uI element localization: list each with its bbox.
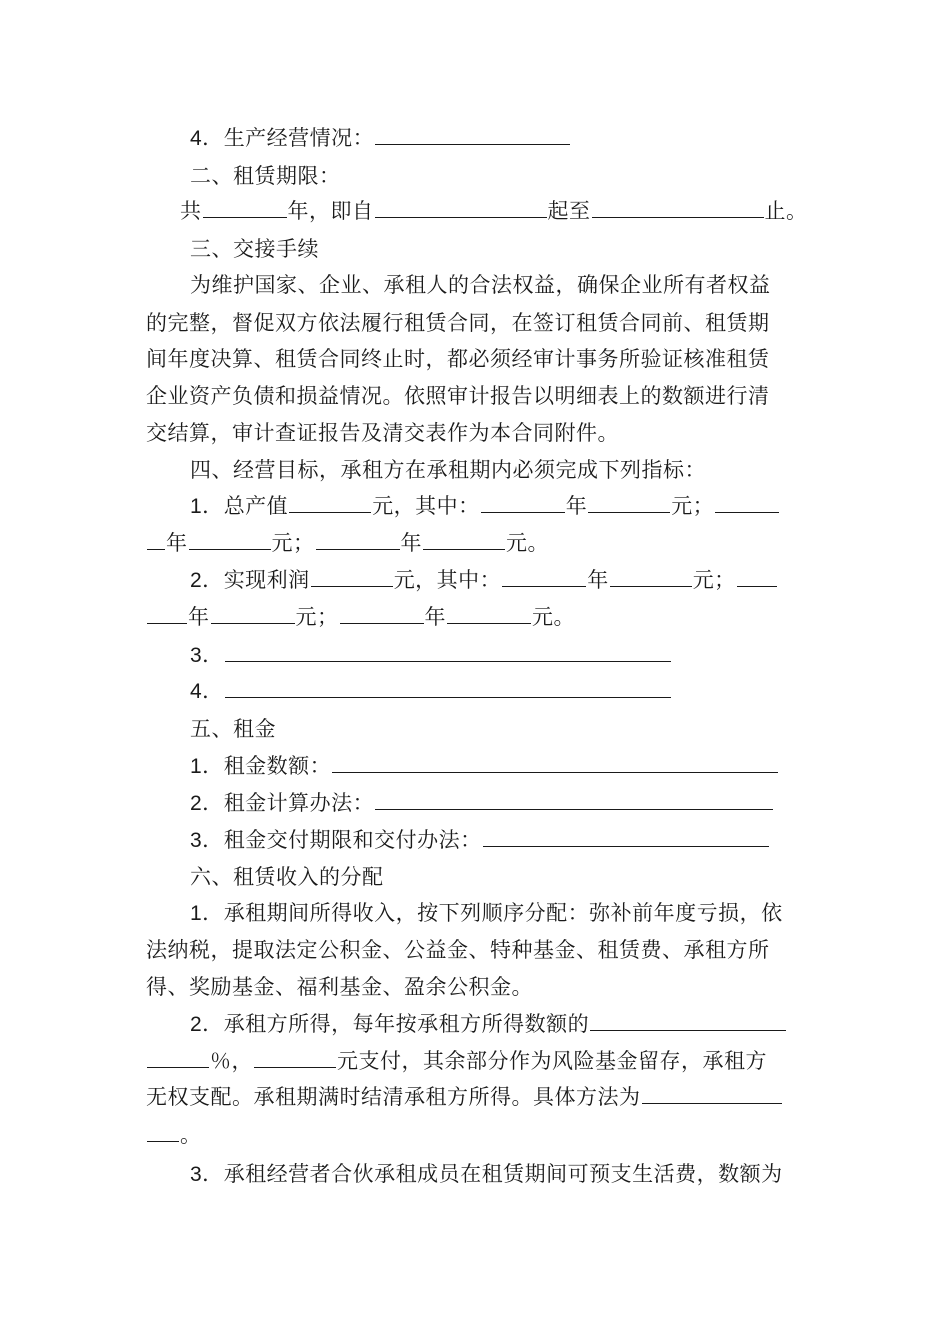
- income-distribution-heading: 六、租赁收入的分配: [190, 865, 384, 889]
- profit-line-cont: 年 元； 年 元。: [146, 603, 575, 631]
- total-output-line-cont: 年 元； 年 元。: [146, 529, 549, 557]
- business-target-heading: 四、经营目标，承租方在承租期内必须完成下列指标：: [190, 458, 706, 482]
- rent-heading: 五、租金: [190, 717, 276, 741]
- distribution-item-2: 2．承租方所得，每年按承租方所得数额的: [190, 1010, 787, 1038]
- distribution-item-1: 1．承租期间所得收入，按下列顺序分配：弥补前年度亏损，依: [190, 901, 783, 925]
- target-item-3: 3．: [190, 641, 672, 669]
- handover-text-line: 企业资产负债和损益情况。依照审计报告以明细表上的数额进行清: [146, 384, 770, 408]
- distribution-item-2-cont: 无权支配。承租期满时结清承租方所得。具体方法为: [146, 1083, 783, 1111]
- production-status-line: 4．生产经营情况：: [190, 124, 571, 152]
- handover-text-line: 交结算，审计查证报告及清交表作为本合同附件。: [146, 421, 619, 445]
- distribution-item-3: 3．承租经营者合伙承租成员在租赁期间可预支生活费，数额为: [190, 1162, 783, 1186]
- distribution-item-2-cont: ％， 元支付，其余部分作为风险基金留存，承租方: [146, 1047, 767, 1075]
- rent-calc-line: 2．租金计算办法：: [190, 789, 774, 817]
- handover-text-line: 为维护国家、企业、承租人的合法权益，确保企业所有者权益: [190, 273, 771, 297]
- lease-term-line: 共 年，即自 起至 止。: [180, 199, 808, 223]
- total-output-line: 1．总产值 元，其中： 年 元；: [190, 492, 780, 520]
- target-item-4: 4．: [190, 677, 672, 705]
- rent-amount-line: 1．租金数额：: [190, 752, 779, 780]
- distribution-item-1-cont: 法纳税，提取法定公积金、公益金、特种基金、租赁费、承租方所: [146, 938, 770, 962]
- profit-line: 2．实现利润 元，其中： 年 元；: [190, 566, 778, 594]
- handover-text-line: 间年度决算、租赁合同终止时，都必须经审计事务所验证核准租赁: [146, 347, 770, 371]
- lease-term-heading: 二、租赁期限：: [190, 164, 341, 188]
- distribution-item-1-cont: 得、奖励基金、福利基金、盈余公积金。: [146, 975, 533, 999]
- distribution-item-2-end: 。: [146, 1121, 202, 1149]
- rent-payment-line: 3．租金交付期限和交付办法：: [190, 826, 770, 854]
- handover-text-line: 的完整，督促双方依法履行租赁合同，在签订租赁合同前、租赁期: [146, 311, 770, 335]
- production-status-blank: [375, 124, 570, 145]
- handover-heading: 三、交接手续: [190, 237, 319, 261]
